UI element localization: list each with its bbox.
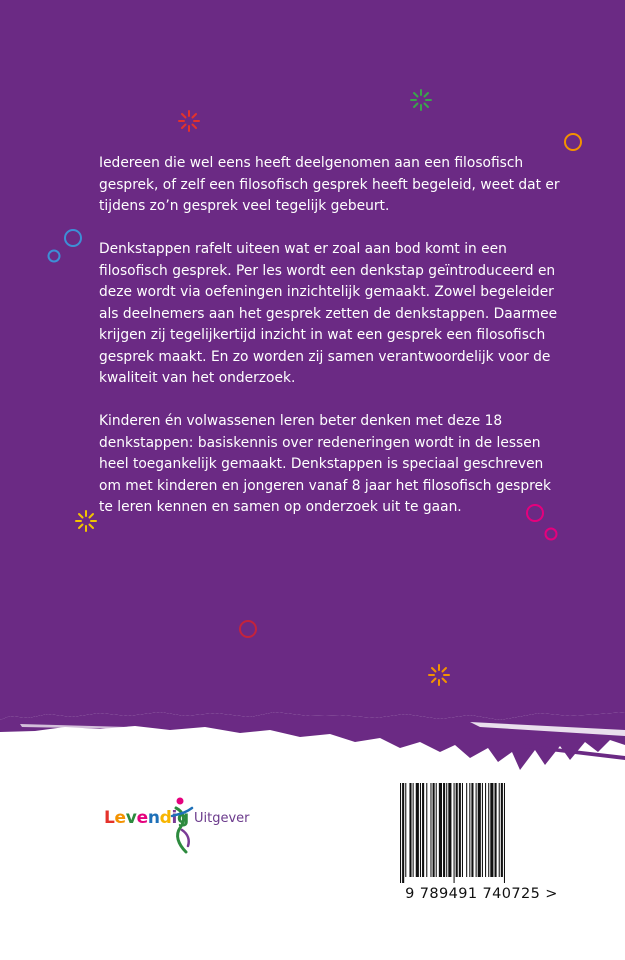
blurb-paragraph-2: Denkstappen rafelt uiteen wat er zoal aan bod komt in een filosofisch gesprek. Per les wordt een denkstap geïntroduceerd en deze wordt via oefeningen inzichtelijk gemaakt. Zowel begeleider als deelnemers aan het gesprek zetten de denkstappen. Daarmee krijgen zij tegelijkertijd inzicht in wat een gesprek een filosofisch gesprek maakt. En zo worden zij samen verantwoordelijk voor de kwaliteit van het onderzoek. [99,241,558,386]
barcode-bar [436,783,437,877]
barcode-bar [504,783,505,883]
barcode-bar [485,783,486,877]
logo-letter: e [136,808,148,828]
barcode-bar [466,783,467,877]
publisher-logo [104,796,274,856]
circle-decoration-blue [65,230,81,246]
barcode-bar [439,783,442,877]
barcode-bar [482,783,483,877]
logo-letter: e [114,808,126,828]
circle-decoration-red [240,621,256,637]
barcode-bar [469,783,470,877]
circle-decoration-blue [49,251,60,262]
barcode-bar [426,783,427,877]
logo-letter: L [104,808,115,828]
barcode-bar [448,783,451,877]
burst-decoration-red [179,111,199,131]
barcode-bar [446,783,447,877]
burst-decoration-orange [429,665,449,685]
dancing-figure-icon [170,796,196,856]
burst-decoration-yellow [76,511,96,531]
barcode-bar [420,783,421,877]
barcode-bar [456,783,458,877]
barcode-bar [409,783,411,877]
blurb-paragraph-3: Kinderen én volwassenen leren beter denken met deze 18 denkstappen: basiskennis over redeneringen wordt in de lessen heel toegankelijk gemaakt. Denkstappen is speciaal geschreven om met kinderen en jongeren vanaf 8 jaar het filosofisch gesprek te leren kennen en samen op onderzoek uit te gaan. [99,413,551,515]
back-cover-blurb [99,153,569,540]
burst-decoration-green [411,90,431,110]
barcode-bar [405,783,406,877]
barcode-bar [400,783,401,883]
barcode-bar [413,783,414,877]
barcode-bar [430,783,431,877]
barcode-bar [443,783,445,877]
barcode [393,778,570,913]
barcode-bar [501,783,503,877]
blurb-paragraph-1: Iedereen die wel eens heeft deelgenomen aan een filosofisch gesprek, of zelf een filosofisch gesprek heeft begeleid, weet dat er tijdens zo’n gesprek veel tegelijk gebeurt. [99,155,560,214]
logo-letter: n [147,808,160,828]
barcode-bar [488,783,489,877]
logo-letter: i [171,808,178,828]
barcode-bar [416,783,419,877]
barcode-bars [398,783,565,883]
barcode-bar [476,783,477,877]
barcode-bar [459,783,461,877]
barcode-bar [471,783,473,877]
barcode-bar [402,783,404,883]
barcode-bar [490,783,493,877]
logo-letter: v [125,808,137,828]
isbn-number: 9 789491 740725 > [405,886,558,902]
logo-letter: d [159,808,172,828]
barcode-bar [499,783,500,877]
logo-uitgever-text: Uitgever [194,811,250,826]
barcode-bar [433,783,435,877]
circle-decoration-orange [565,134,581,150]
barcode-bar [422,783,424,877]
logo-letter: g [177,808,189,828]
barcode-bar [478,783,481,877]
barcode-bar [454,783,455,883]
barcode-bar [495,783,497,877]
barcode-bar [462,783,463,877]
